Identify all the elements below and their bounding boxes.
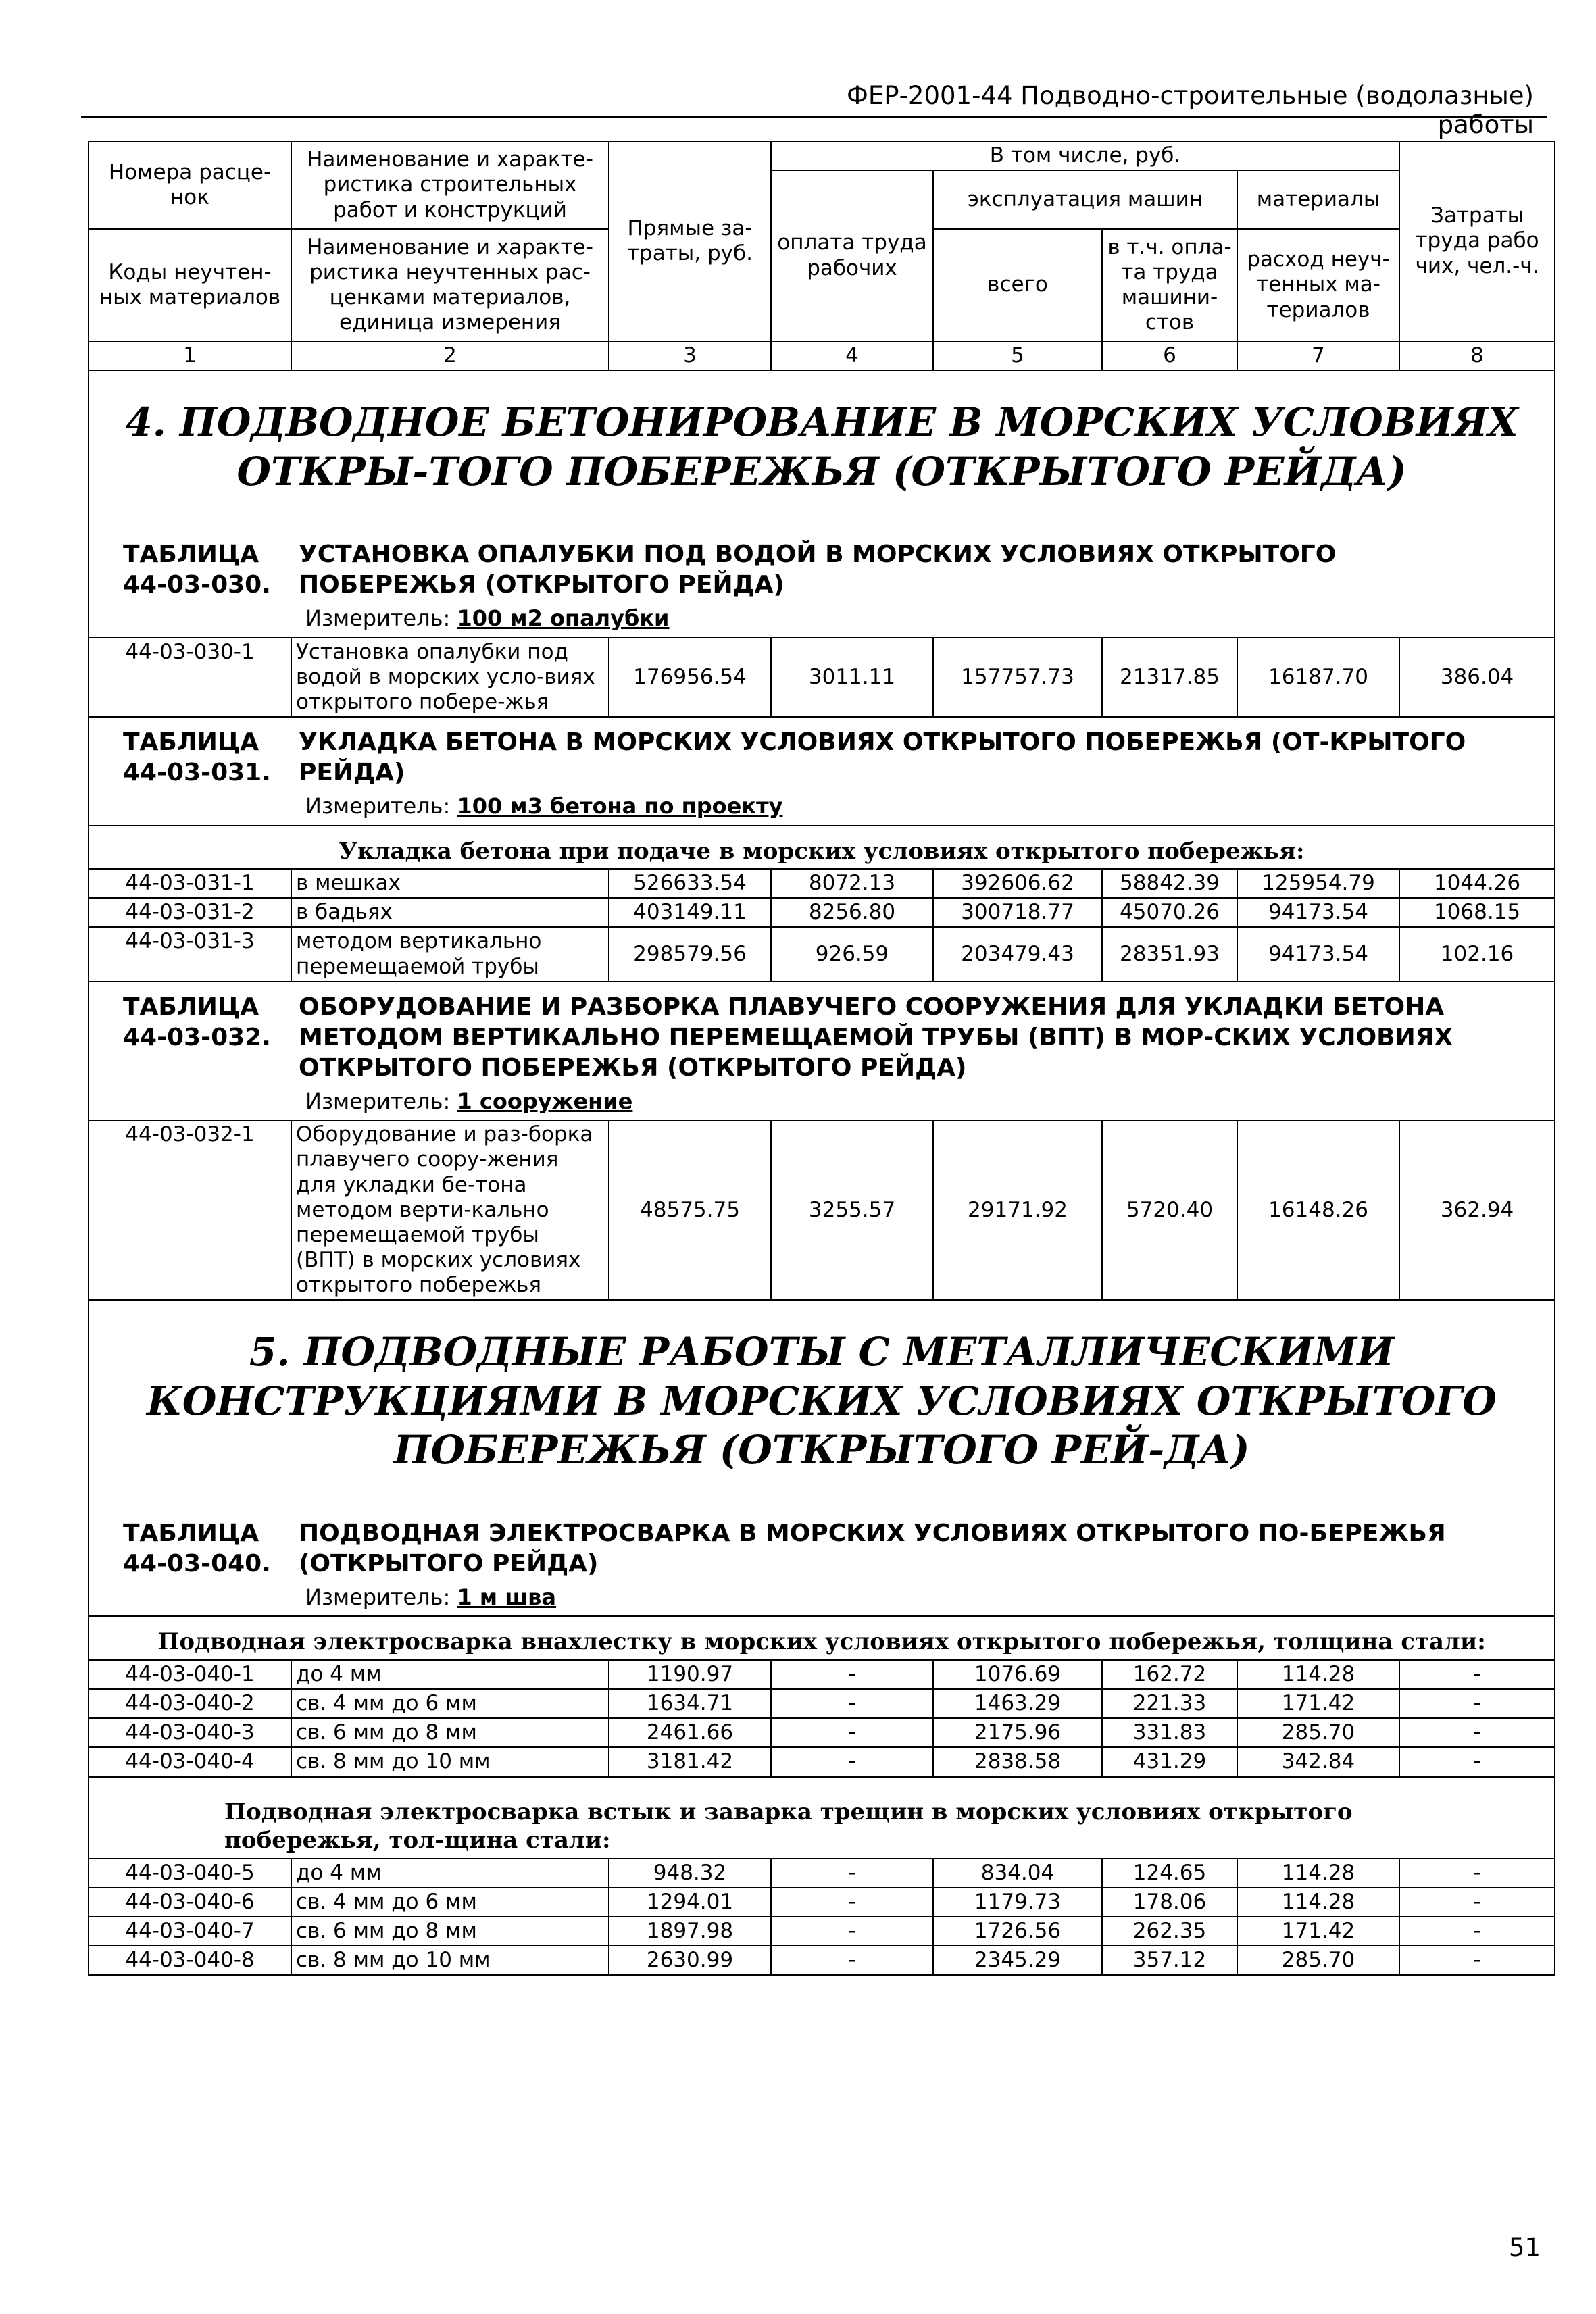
column-numbers-row [89,341,1555,370]
rate-code: 44-03-031-3 [89,927,291,981]
machine-labor: 28351.93 [1102,927,1237,981]
direct-costs: 176956.54 [609,638,771,718]
direct-costs: 1190.97 [609,1660,771,1689]
direct-costs: 1634.71 [609,1689,771,1718]
machine-ops: 834.04 [933,1859,1102,1888]
table-row [89,869,1555,898]
rate-code: 44-03-040-8 [89,1946,291,1975]
header-rate-numbers: Номера расце-нок [89,141,291,229]
table-44-03-040-title-row [89,1509,1555,1583]
labor-pay: - [771,1747,933,1776]
machine-ops: 2345.29 [933,1946,1102,1975]
table-name: УКЛАДКА БЕТОНА В МОРСКИХ УСЛОВИЯХ ОТКРЫТОГО ПОБЕРЕЖЬЯ (ОТ-КРЫТОГО РЕЙДА) [299,728,1466,787]
materials: 16187.70 [1237,638,1399,718]
header-machine-ops: эксплуатация машин [933,170,1237,229]
table-row [89,1917,1555,1946]
table-44-03-032-title-row [89,982,1555,1087]
labor-pay: - [771,1718,933,1747]
rate-name: методом вертикально перемещаемой трубы [291,927,609,981]
machine-ops: 1726.56 [933,1917,1102,1946]
machine-ops: 203479.43 [933,927,1102,981]
materials: 94173.54 [1237,898,1399,927]
column-number: 3 [609,341,771,370]
meter-label: Измеритель: [305,1584,451,1610]
page-number: 51 [1508,2233,1541,2262]
direct-costs: 1897.98 [609,1917,771,1946]
table-44-03-031-meter-row [89,792,1555,825]
direct-costs: 2461.66 [609,1718,771,1747]
table-title [89,1509,1555,1583]
header-direct-costs: Прямые за-траты, руб. [609,141,771,341]
materials: 16148.26 [1237,1120,1399,1300]
table-name: ОБОРУДОВАНИЕ И РАЗБОРКА ПЛАВУЧЕГО СООРУЖЕНИЯ ДЛЯ УКЛАДКИ БЕТОНА МЕТОДОМ ВЕРТИКАЛЬНО ПЕРЕМЕЩАЕМОЙ ТРУБЫ (ВПТ) В МОР-СКИХ УСЛОВИЯХ ОТКРЫТОГО ПОБЕРЕЖЬЯ (ОТКРЫТОГО РЕЙДА) [299,992,1453,1082]
materials: 171.42 [1237,1917,1399,1946]
labor-hours: - [1399,1888,1555,1917]
rates-sheet [88,141,1554,1976]
machine-labor: 162.72 [1102,1660,1237,1689]
machine-labor: 262.35 [1102,1917,1237,1946]
direct-costs: 526633.54 [609,869,771,898]
labor-pay: 3255.57 [771,1120,933,1300]
section-title: 4. ПОДВОДНОЕ БЕТОНИРОВАНИЕ В МОРСКИХ УСЛОВИЯХ ОТКРЫ-ТОГО ПОБЕРЕЖЬЯ (ОТКРЫТОГО РЕЙДА) [89,370,1555,530]
direct-costs: 298579.56 [609,927,771,981]
header-work-name: Наименование и характе-ристика строительных работ и конструкций [291,141,609,229]
materials: 94173.54 [1237,927,1399,981]
rate-name: Оборудование и раз-борка плавучего соору-жения для укладки бе-тона методом верти-кально перемещаемой трубы (ВПТ) в морских условиях открытого побережья [291,1120,609,1300]
rate-name: св. 8 мм до 10 мм [291,1747,609,1776]
rate-code: 44-03-040-5 [89,1859,291,1888]
machine-ops: 2838.58 [933,1747,1102,1776]
meter-value: 1 сооружение [457,1088,633,1114]
header-materials-usage: расход неуч-тенных ма-териалов [1237,229,1399,341]
machine-labor: 21317.85 [1102,638,1237,718]
materials: 285.70 [1237,1946,1399,1975]
column-number: 5 [933,341,1102,370]
machine-labor: 124.65 [1102,1859,1237,1888]
rate-code: 44-03-040-7 [89,1917,291,1946]
rate-name: св. 4 мм до 6 мм [291,1689,609,1718]
table-row [89,927,1555,981]
rate-name: в мешках [291,869,609,898]
machine-labor: 221.33 [1102,1689,1237,1718]
rate-name: св. 4 мм до 6 мм [291,1888,609,1917]
rate-code: 44-03-040-3 [89,1718,291,1747]
materials: 114.28 [1237,1859,1399,1888]
direct-costs: 948.32 [609,1859,771,1888]
rate-code: 44-03-031-2 [89,898,291,927]
machine-ops: 1179.73 [933,1888,1102,1917]
table-row [89,1747,1555,1776]
direct-costs: 3181.42 [609,1747,771,1776]
meter-label: Измеритель: [305,793,451,820]
rate-code: 44-03-030-1 [89,638,291,718]
rate-name: св. 8 мм до 10 мм [291,1946,609,1975]
section-5-title-row [89,1300,1555,1509]
rate-name: до 4 мм [291,1859,609,1888]
group-title: Подводная электросварка встык и заварка трещин в морских условиях открытого побережья, тол-щина стали: [89,1777,1555,1859]
labor-pay: 926.59 [771,927,933,981]
machine-ops: 157757.73 [933,638,1102,718]
table-row [89,1660,1555,1689]
table-label: ТАБЛИЦА 44-03-031. [123,728,271,787]
rate-name: св. 6 мм до 8 мм [291,1718,609,1747]
direct-costs: 2630.99 [609,1946,771,1975]
header-machine-total: всего [933,229,1102,341]
rate-code: 44-03-040-1 [89,1660,291,1689]
table-row [89,1718,1555,1747]
meter [89,1583,1555,1616]
rate-name: до 4 мм [291,1660,609,1689]
meter [89,604,1555,637]
machine-labor: 178.06 [1102,1888,1237,1917]
labor-pay: 3011.11 [771,638,933,718]
machine-labor: 45070.26 [1102,898,1237,927]
materials: 114.28 [1237,1888,1399,1917]
table-name: УСТАНОВКА ОПАЛУБКИ ПОД ВОДОЙ В МОРСКИХ УСЛОВИЯХ ОТКРЫТОГО ПОБЕРЕЖЬЯ (ОТКРЫТОГО РЕЙДА) [299,540,1337,599]
labor-hours: - [1399,1718,1555,1747]
group-title: Укладка бетона при подаче в морских условиях открытого побережья: [89,826,1555,870]
labor-hours: 102.16 [1399,927,1555,981]
labor-hours: - [1399,1917,1555,1946]
machine-labor: 5720.40 [1102,1120,1237,1300]
table-row [89,1859,1555,1888]
group-title: Подводная электросварка внахлестку в морских условиях открытого побережья, толщина стали: [89,1616,1555,1660]
labor-hours: 386.04 [1399,638,1555,718]
labor-hours: - [1399,1859,1555,1888]
table-row [89,1888,1555,1917]
table-name: ПОДВОДНАЯ ЭЛЕКТРОСВАРКА В МОРСКИХ УСЛОВИЯХ ОТКРЫТОГО ПО-БЕРЕЖЬЯ (ОТКРЫТОГО РЕЙДА) [299,1519,1446,1578]
table-title [89,530,1555,604]
meter [89,792,1555,825]
section-title: 5. ПОДВОДНЫЕ РАБОТЫ С МЕТАЛЛИЧЕСКИМИ КОНСТРУКЦИЯМИ В МОРСКИХ УСЛОВИЯХ ОТКРЫТОГО ПОБЕРЕЖЬЯ (ОТКРЫТОГО РЕЙ-ДА) [89,1300,1555,1509]
table-row [89,1689,1555,1718]
column-number: 4 [771,341,933,370]
table-row [89,1946,1555,1975]
meter-value: 1 м шва [457,1584,557,1610]
machine-labor: 331.83 [1102,1718,1237,1747]
rate-code: 44-03-031-1 [89,869,291,898]
table-44-03-040-meter-row [89,1583,1555,1616]
group-title-row [89,1616,1555,1660]
machine-labor: 58842.39 [1102,869,1237,898]
table-title [89,982,1555,1087]
rates-table [88,141,1555,1976]
materials: 114.28 [1237,1660,1399,1689]
machine-labor: 357.12 [1102,1946,1237,1975]
labor-hours: - [1399,1946,1555,1975]
labor-pay: - [771,1689,933,1718]
labor-pay: - [771,1660,933,1689]
header-material-name: Наименование и характе-ристика неучтенных рас-ценками материалов, единица измерения [291,229,609,341]
direct-costs: 403149.11 [609,898,771,927]
group-title-row [89,1777,1555,1859]
table-44-03-030-meter-row [89,604,1555,637]
rate-code: 44-03-040-6 [89,1888,291,1917]
meter-label: Измеритель: [305,1088,451,1114]
rate-name: Установка опалубки под водой в морских усло-виях открытого побере-жья [291,638,609,718]
labor-hours: - [1399,1660,1555,1689]
table-title [89,717,1555,792]
header-row-1 [89,141,1555,170]
column-number: 7 [1237,341,1399,370]
column-number: 6 [1102,341,1237,370]
machine-ops: 1463.29 [933,1689,1102,1718]
labor-hours: 1044.26 [1399,869,1555,898]
table-row [89,898,1555,927]
labor-pay: - [771,1888,933,1917]
labor-hours: 362.94 [1399,1120,1555,1300]
header-machine-labor: в т.ч. опла-та труда машини-стов [1102,229,1237,341]
machine-labor: 431.29 [1102,1747,1237,1776]
rate-name: св. 6 мм до 8 мм [291,1917,609,1946]
labor-pay: - [771,1917,933,1946]
labor-hours: - [1399,1747,1555,1776]
header-rule [81,116,1547,118]
group-title-row [89,826,1555,870]
header-labor-cost: Затраты труда рабо чих, чел.-ч. [1399,141,1555,341]
table-label: ТАБЛИЦА 44-03-040. [123,1519,271,1578]
meter-value: 100 м3 бетона по проекту [457,793,783,820]
section-4-title-row [89,370,1555,530]
meter [89,1087,1555,1120]
table-label: ТАБЛИЦА 44-03-030. [123,540,271,599]
meter-label: Измеритель: [305,605,451,632]
column-number: 1 [89,341,291,370]
labor-pay: - [771,1946,933,1975]
table-label: ТАБЛИЦА 44-03-032. [123,992,271,1051]
machine-ops: 1076.69 [933,1660,1102,1689]
table-row [89,1120,1555,1300]
machine-ops: 392606.62 [933,869,1102,898]
machine-ops: 29171.92 [933,1120,1102,1300]
table-44-03-030-title-row [89,530,1555,604]
labor-hours: - [1399,1689,1555,1718]
header-in-total: В том числе, руб. [771,141,1399,170]
direct-costs: 1294.01 [609,1888,771,1917]
labor-pay: 8256.80 [771,898,933,927]
header-material-codes: Коды неучтен-ных материалов [89,229,291,341]
table-row [89,638,1555,718]
table-44-03-032-meter-row [89,1087,1555,1120]
direct-costs: 48575.75 [609,1120,771,1300]
column-number: 2 [291,341,609,370]
rate-code: 44-03-032-1 [89,1120,291,1300]
machine-ops: 300718.77 [933,898,1102,927]
header-labor-pay: оплата труда рабочих [771,170,933,341]
table-44-03-031-title-row [89,717,1555,792]
rate-code: 44-03-040-2 [89,1689,291,1718]
labor-hours: 1068.15 [1399,898,1555,927]
materials: 342.84 [1237,1747,1399,1776]
labor-pay: - [771,1859,933,1888]
machine-ops: 2175.96 [933,1718,1102,1747]
materials: 285.70 [1237,1718,1399,1747]
meter-value: 100 м2 опалубки [457,605,670,632]
rate-name: в бадьях [291,898,609,927]
header-materials: материалы [1237,170,1399,229]
page-header: ФЕР-2001-44 Подводно-строительные (водолазные) работы [847,81,1534,139]
materials: 171.42 [1237,1689,1399,1718]
labor-pay: 8072.13 [771,869,933,898]
column-number: 8 [1399,341,1555,370]
rate-code: 44-03-040-4 [89,1747,291,1776]
materials: 125954.79 [1237,869,1399,898]
